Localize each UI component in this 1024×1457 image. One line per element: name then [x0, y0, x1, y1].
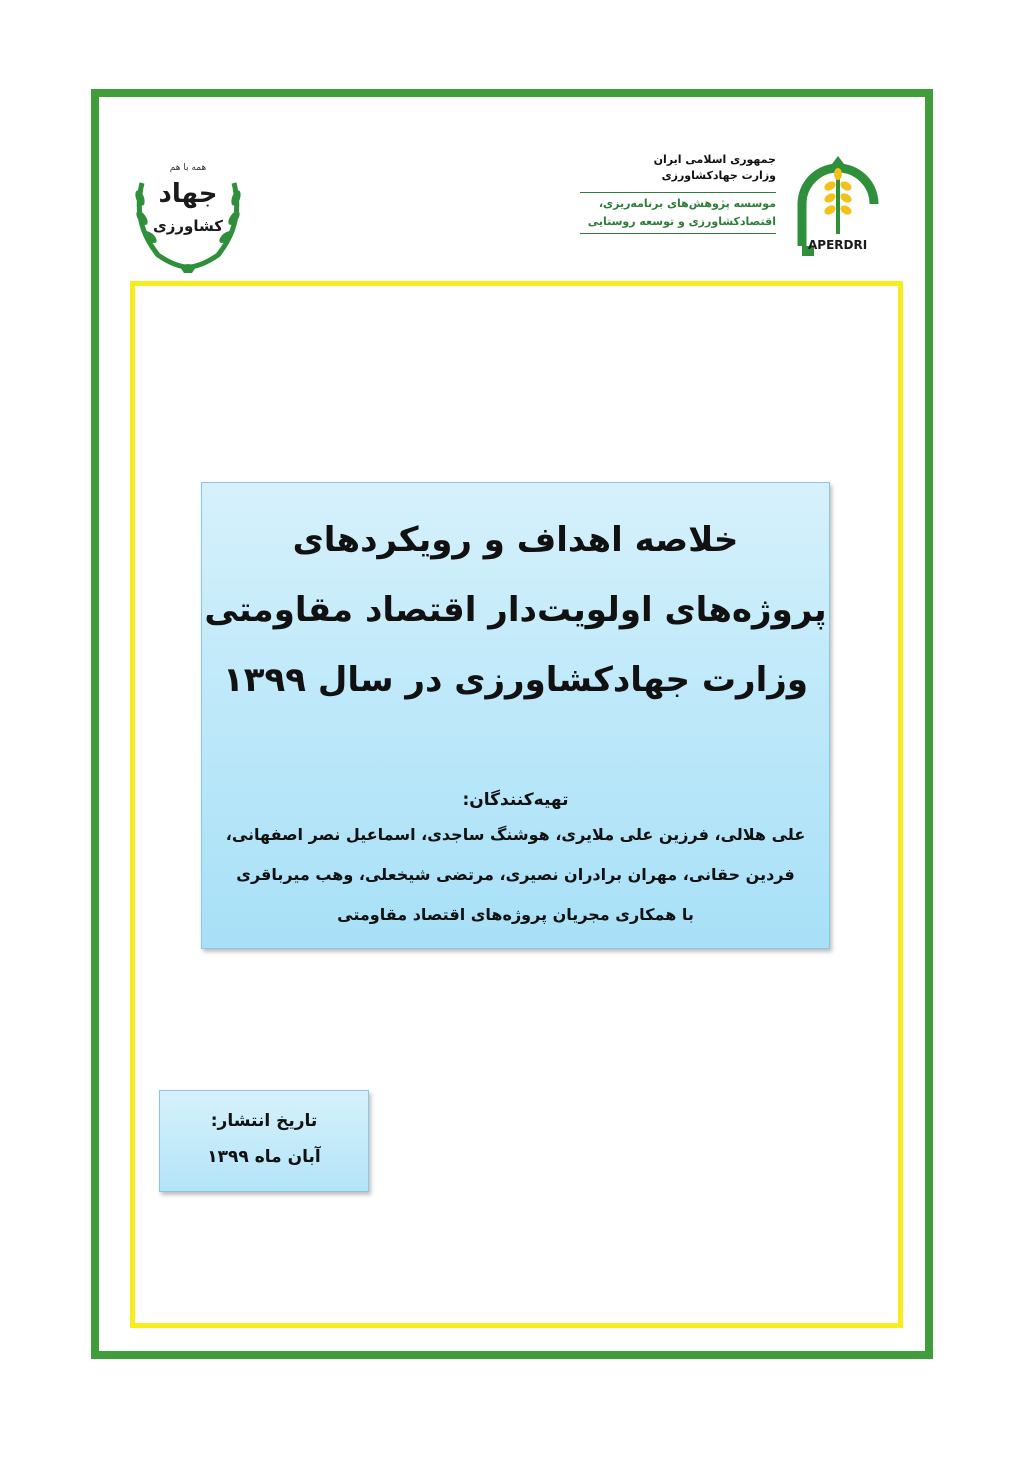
institute-name-line2: اقتصادکشاورزی و توسعه روستایی: [587, 215, 776, 228]
institute-name-block: [580, 192, 776, 234]
ministry-name: وزارت جهادکشاورزی: [661, 169, 776, 182]
logo-left-tagline: همه با هم: [169, 163, 207, 173]
publication-date-box: [159, 1090, 369, 1192]
jahad-keshavarzi-logo: [128, 143, 248, 273]
authors-line-2: فردین حقانی، مهران برادران نصیری، مرتضی شیخعلی، وهب میرباقری: [236, 865, 795, 884]
logo-left-sub-word: کشاورزی: [153, 217, 223, 235]
aperdri-logo: [780, 150, 896, 260]
institute-name-line1: موسسه پژوهش‌های برنامه‌ریزی،: [598, 197, 776, 210]
authors-line-1: علی هلالی، فرزین علی ملایری، هوشنگ ساجدی، اسماعیل نصر اصفهانی،: [225, 825, 806, 844]
ministry-header: [580, 152, 776, 252]
authors-heading: تهیه‌کنندگان:: [462, 790, 569, 810]
title-line-2: پروژه‌های اولویت‌دار اقتصاد مقاومتی: [204, 590, 827, 630]
logo-left-main-word: جهاد: [158, 179, 218, 209]
aperdri-label: APERDRI: [808, 238, 868, 252]
publication-date-label: تاریخ انتشار:: [210, 1111, 318, 1131]
title-box: [201, 482, 830, 949]
title-line-1: خلاصه اهداف و رویکردهای: [292, 520, 739, 560]
publication-date-value: آبان ماه ۱۳۹۹: [207, 1147, 321, 1167]
authors-line-3: با همکاری مجریان پروژه‌های اقتصاد مقاومتی: [337, 905, 694, 924]
title-line-3: وزارت جهادکشاورزی در سال ۱۳۹۹: [223, 660, 808, 700]
country-name: جمهوری اسلامی ایران: [653, 153, 776, 166]
authors-section: [202, 785, 829, 935]
document-title: [202, 505, 829, 715]
